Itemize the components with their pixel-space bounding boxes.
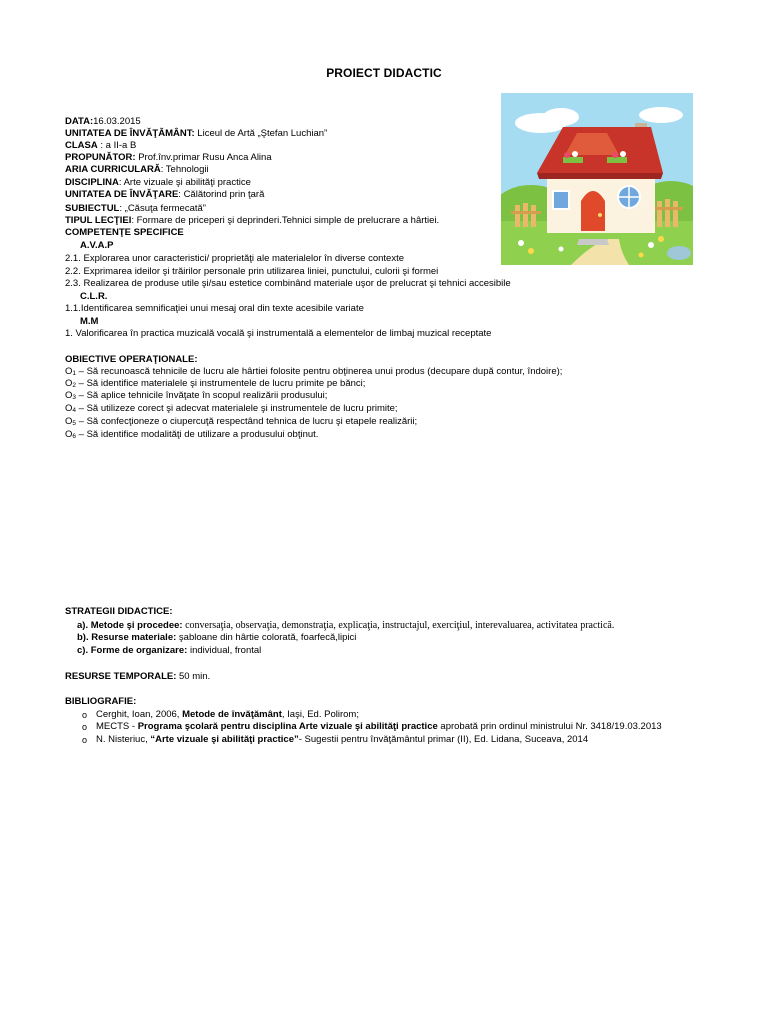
strategies-heading: STRATEGII DIDACTICE: — [65, 606, 173, 617]
teacher-value: Prof.înv.primar Rusu Anca Alina — [135, 152, 272, 163]
methods-line — [77, 620, 614, 632]
topic-label: SUBIECTUL — [65, 203, 120, 214]
bibliography-heading: BIBLIOGRAFIE: — [65, 696, 137, 707]
house-illustration — [501, 93, 693, 265]
discipline-value: : Arte vizuale şi abilităţi practice — [118, 177, 251, 188]
discipline-label: DISCIPLINA — [65, 177, 119, 188]
methods-label: a). Metode şi procedee: — [77, 620, 183, 631]
organization-label: c). Forme de organizare: — [77, 645, 188, 656]
learning-unit-line — [65, 189, 264, 201]
organization-value: individual, frontal — [187, 645, 262, 656]
competence-item: 2.2. Exprimarea ideilor şi trăirilor personale prin utilizarea liniei, punctului, culorii şi formei — [65, 266, 439, 277]
time-resources-line — [65, 671, 210, 683]
objective-item: O5 – Să confecţioneze o ciupercuţă respectând tehnica de lucru şi etapele realizării; — [65, 416, 418, 427]
lesson-type-label: TIPUL LECŢIEI — [65, 215, 132, 226]
topic-line — [65, 203, 206, 215]
teacher-label: PROPUNĂTOR: — [65, 152, 136, 163]
materials-label: b). Resurse materiale: — [77, 632, 177, 643]
mm-heading: M.M — [80, 316, 99, 327]
curricular-area-label: ARIA CURRICULARĂ — [65, 164, 161, 175]
bullet-marker: o — [82, 735, 88, 745]
competence-item: 2.3. Realizarea de produse utile şi/sau estetice combinând materiale uşor de prelucrat şi tehnici accesibile — [65, 278, 511, 289]
objective-item: O2 – Să identifice materialele şi instrumentele de lucru primite pe bănci; — [65, 378, 366, 389]
competence-item: 1. Valorificarea în practica muzicală vocală şi instrumentală a elementelor de limbaj muzical receptate — [65, 328, 492, 339]
materials-line — [77, 632, 356, 644]
page-title: PROIECT DIDACTIC — [326, 66, 442, 80]
time-resources-value: 50 min. — [176, 671, 211, 682]
date-label: DATA: — [65, 116, 94, 127]
topic-value: : „Căsuţa fermecată” — [119, 203, 206, 214]
learning-unit-label: UNITATEA DE ÎNVĂŢARE — [65, 189, 179, 200]
time-resources-label: RESURSE TEMPORALE: — [65, 671, 177, 682]
avap-heading: A.V.A.P — [80, 240, 114, 251]
competence-item: 1.1.Identificarea semnificaţiei unui mesaj oral din texte acesibile variate — [65, 303, 364, 314]
school-value: Liceul de Artă „Ştefan Luchian” — [194, 128, 328, 139]
school-line — [65, 128, 327, 140]
bullet-marker: o — [82, 722, 88, 732]
bibliography-item: Cerghit, Ioan, 2006, Metode de învăţământ, Iaşi, Ed. Polirom; — [96, 709, 359, 720]
learning-unit-value: : Călătorind prin ţară — [178, 189, 265, 200]
date-line — [65, 116, 141, 128]
clr-heading: C.L.R. — [80, 291, 108, 302]
bibliography-item: MECTS - Programa şcolară pentru disciplina Arte vizuale şi abilităţi practice aprobată prin ordinul ministrului Nr. 3418/19.03.2013 — [96, 721, 662, 732]
objective-item: O3 – Să aplice tehnicile învăţate în scopul realizării produsului; — [65, 390, 328, 401]
methods-value: conversaţia, observaţia, demonstraţia, explicaţia, instructajul, exerciţiul, interevaluarea, activitatea practică. — [182, 620, 615, 631]
class-value: : a II-a B — [97, 140, 137, 151]
curricular-area-line — [65, 164, 209, 176]
teacher-line — [65, 152, 272, 164]
date-value: 16.03.2015 — [93, 116, 141, 127]
objective-item: O6 – Să identifice modalităţi de utilizare a produsului obţinut. — [65, 429, 319, 440]
objective-item: O4 – Să utilizeze corect şi adecvat materialele şi instrumentele de lucru primite; — [65, 403, 398, 414]
bibliography-item: N. Nisteriuc, “Arte vizuale şi abilităţi practice”- Sugestii pentru învăţământul primar (II), Ed. Lidana, Suceava, 2014 — [96, 734, 589, 745]
curricular-area-value: : Tehnologii — [160, 164, 209, 175]
materials-value: şabloane din hârtie colorată, foarfecă,lipici — [176, 632, 357, 643]
lesson-type-value: : Formare de priceperi şi deprinderi.Tehnici simple de prelucrare a hârtiei. — [131, 215, 440, 226]
competence-item: 2.1. Explorarea unor caracteristici/ proprietăţi ale materialelor în diverse contexte — [65, 253, 404, 264]
lesson-type-line — [65, 215, 439, 227]
school-label: UNITATEA DE ÎNVĂŢĂMÂNT: — [65, 128, 195, 139]
class-line — [65, 140, 136, 152]
class-label: CLASA — [65, 140, 98, 151]
competences-heading: COMPETENŢE SPECIFICE — [65, 227, 184, 238]
objectives-heading: OBIECTIVE OPERAŢIONALE: — [65, 354, 198, 365]
organization-line — [77, 645, 261, 657]
subject-discipline-line — [65, 177, 251, 189]
objective-item: O1 – Să recunoască tehnicile de lucru ale hârtiei folosite pentru obţinerea unui produs (decupare după contur, îndoire); — [65, 366, 563, 377]
bullet-marker: o — [82, 710, 88, 720]
